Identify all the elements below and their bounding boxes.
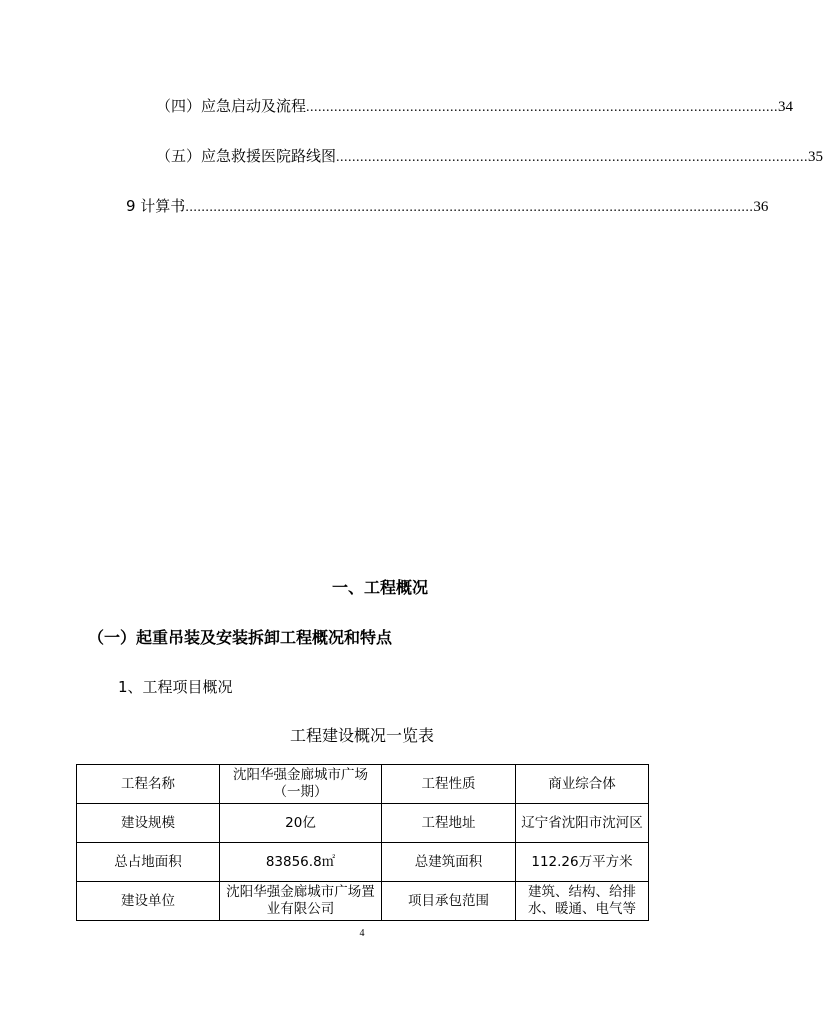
table-cell-label: 建设规模: [77, 804, 220, 843]
page-number: 4: [359, 928, 365, 939]
toc-entry-9[interactable]: [126, 196, 769, 218]
toc-page-number: 36: [753, 199, 769, 215]
table-cell-value: 商业综合体: [516, 765, 649, 804]
item-title: 1、工程项目概况: [118, 678, 233, 696]
table-caption: 工程建设概况一览表: [289, 726, 434, 745]
table-cell-label: 建设单位: [77, 882, 220, 921]
toc-dot-leader: ..............................................................................................................................................: [185, 200, 754, 215]
table-cell-value: 112.26万平方米: [516, 843, 649, 882]
toc-dot-leader: ......................................................................................................................: [306, 100, 779, 115]
table-cell-label: 总占地面积: [77, 843, 220, 882]
toc-page-number: 35: [808, 149, 823, 165]
table-cell-value: 沈阳华强金廊城市广场（一期）: [220, 765, 382, 804]
section-title: 一、工程概况: [331, 578, 428, 597]
toc-entry-label: 9 计算书: [126, 197, 186, 215]
table-row: [77, 765, 649, 804]
toc-entry-label: （四）应急启动及流程: [156, 97, 307, 115]
table-cell-value: 20亿: [220, 804, 382, 843]
project-overview-table: [76, 764, 649, 921]
table-row: [77, 882, 649, 921]
table-cell-label: 工程性质: [382, 765, 516, 804]
table-cell-label: 项目承包范围: [382, 882, 516, 921]
toc-dot-leader: ......................................................................................................................: [336, 150, 809, 165]
table-row: [77, 843, 649, 882]
table-cell-label: 总建筑面积: [382, 843, 516, 882]
table-row: [77, 804, 649, 843]
table-cell-label: 工程名称: [77, 765, 220, 804]
toc-entry-5[interactable]: [156, 146, 823, 168]
table-cell-value: 沈阳华强金廊城市广场置业有限公司: [220, 882, 382, 921]
toc-entry-4[interactable]: [156, 96, 794, 118]
table-cell-value: 83856.8㎡: [220, 843, 382, 882]
subsection-title: （一）起重吊装及安装拆卸工程概况和特点: [88, 628, 393, 647]
toc-page-number: 34: [778, 99, 794, 115]
table-cell-value: 建筑、结构、给排水、暖通、电气等: [516, 882, 649, 921]
toc-entry-label: （五）应急救援医院路线图: [156, 147, 337, 165]
table-cell-label: 工程地址: [382, 804, 516, 843]
table-cell-value: 辽宁省沈阳市沈河区: [516, 804, 649, 843]
